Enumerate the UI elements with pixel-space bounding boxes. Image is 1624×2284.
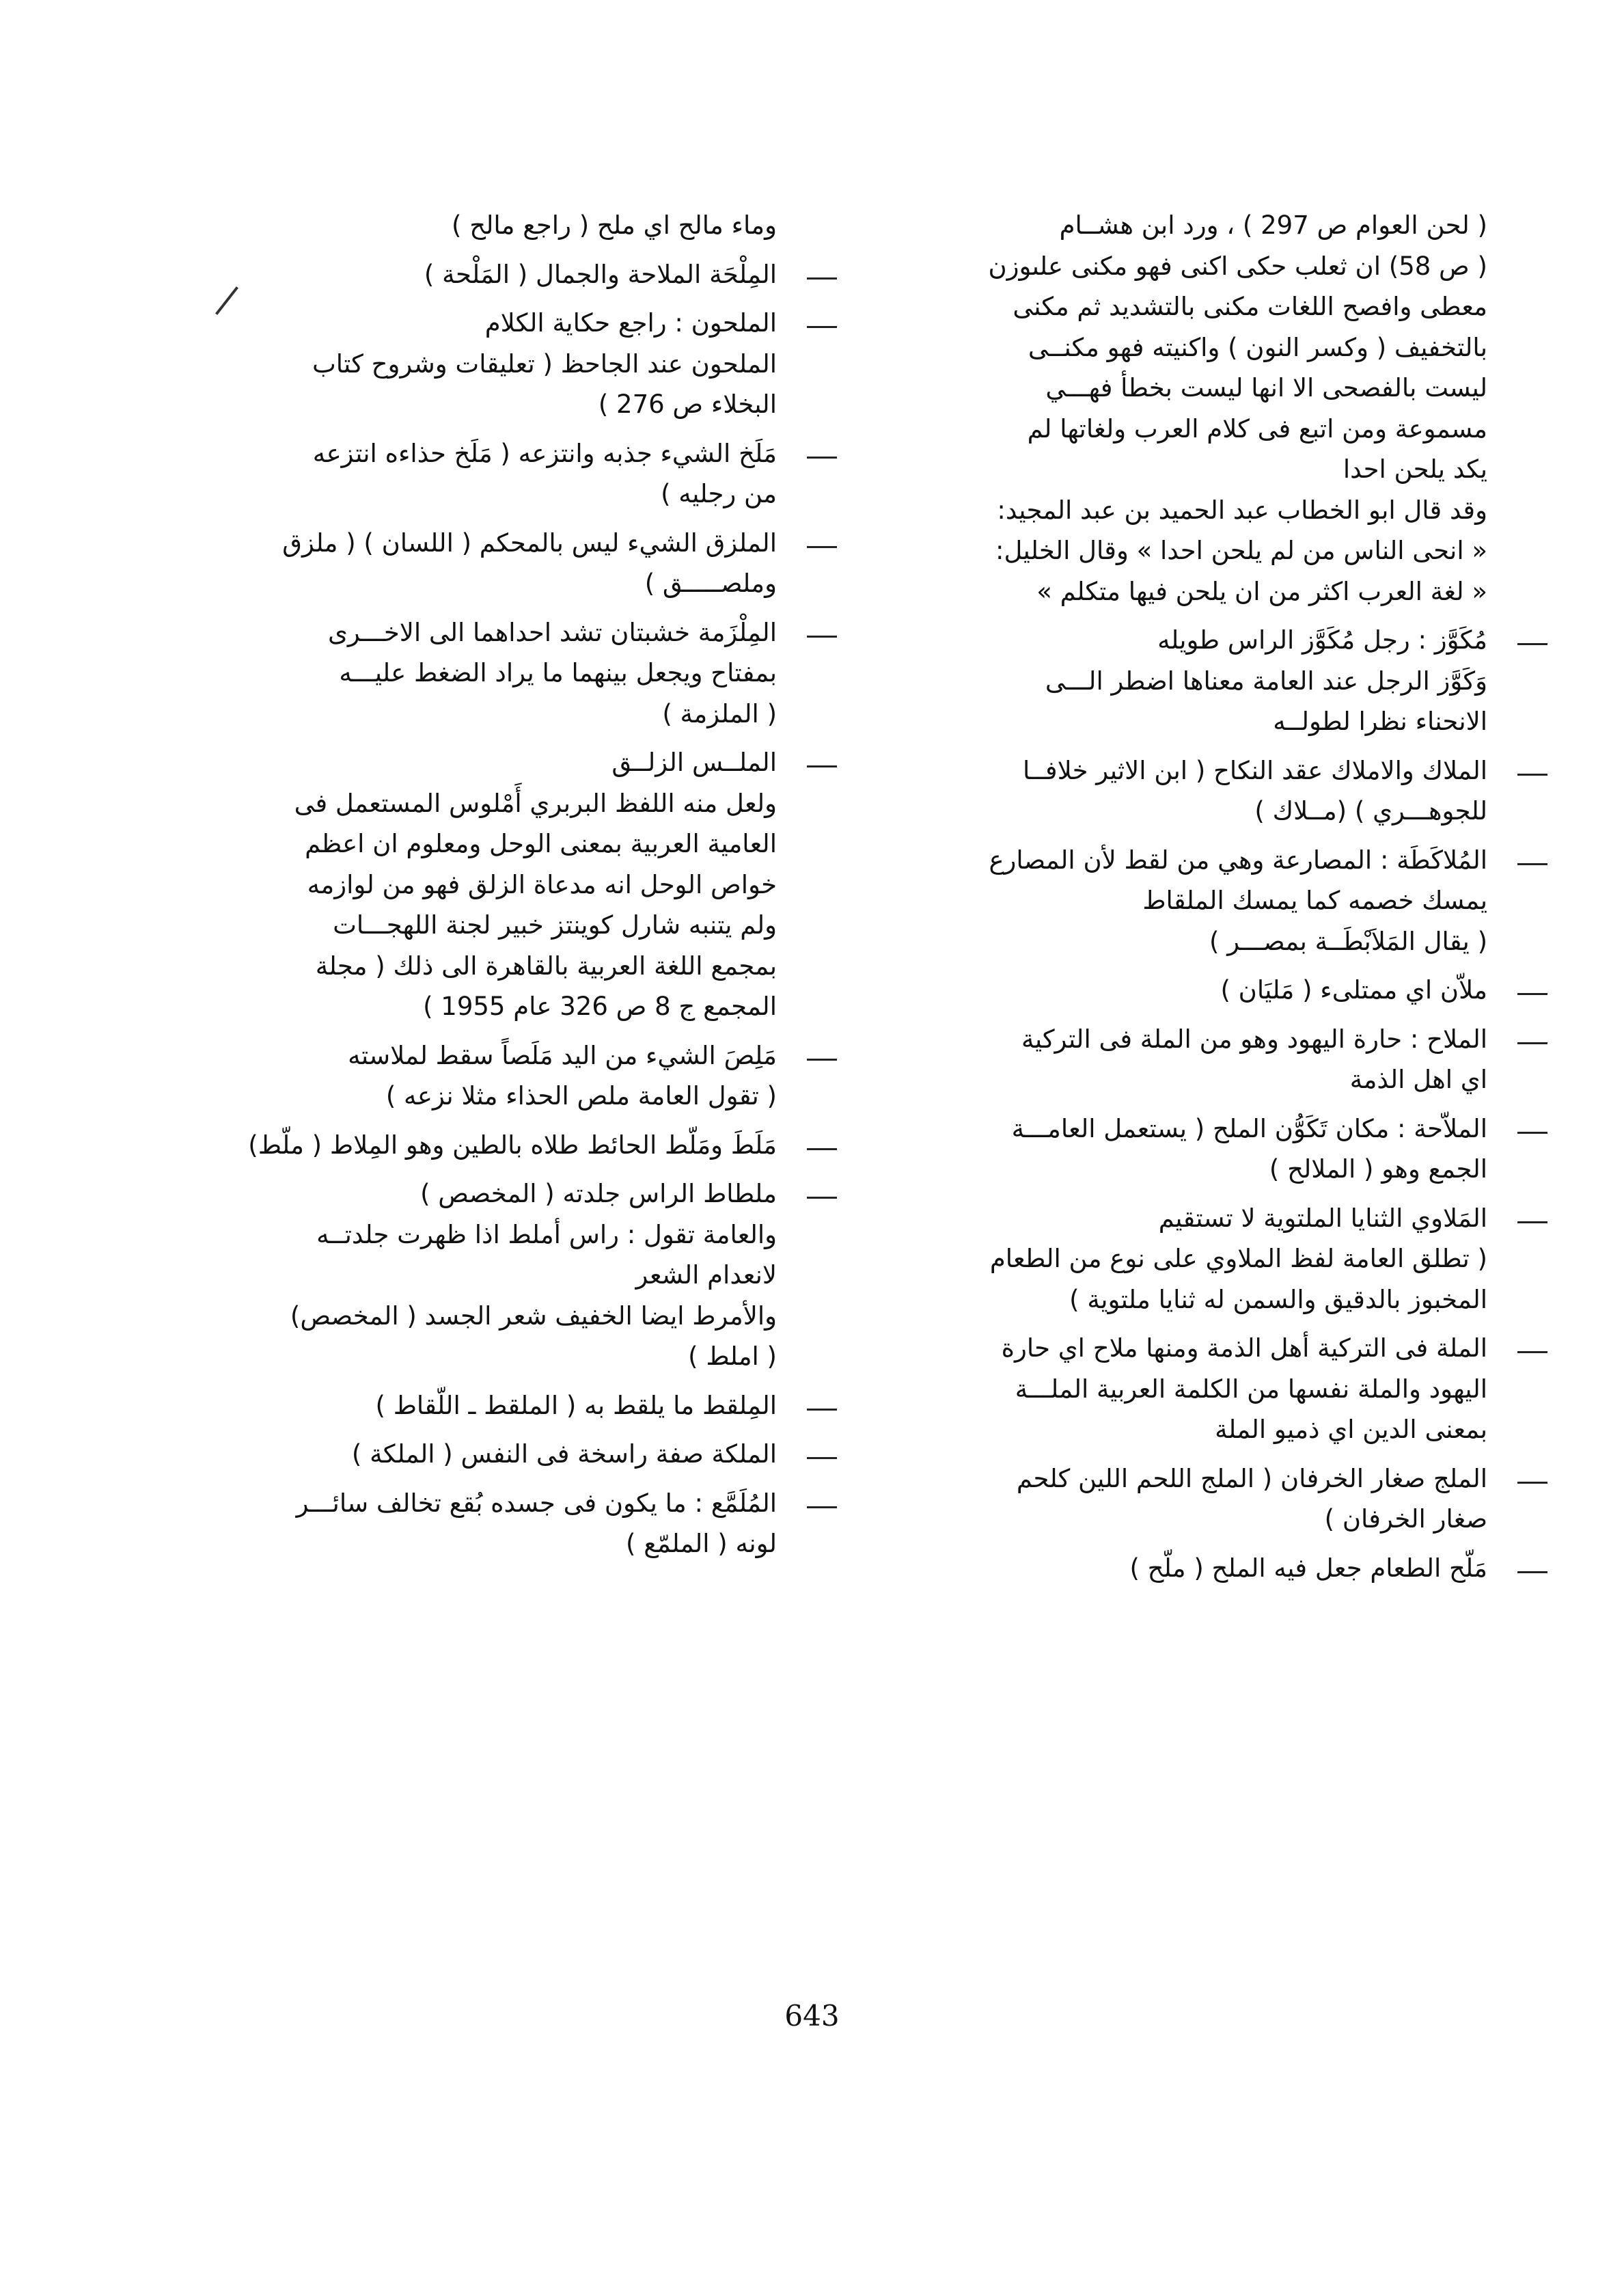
dictionary-entry-line: المِلْزَمة خشبتان تشد احداهما الى الاخـــرى [128, 612, 784, 653]
text-line: معطى وافصح اللغات مكنى بالتشديد ثم مكنى [1013, 292, 1487, 321]
text-line: ولعل منه اللفظ البربري أَمْلوس المستعمل فى [294, 788, 777, 818]
text-line: وماء مالح اي ملح ( راجع مالح ) [452, 210, 777, 240]
dictionary-entry-line: الملاح : حارة اليهود وهو من الملة فى التركية [838, 1019, 1494, 1060]
text-line: البخلاء ص 276 ) [598, 390, 777, 419]
dictionary-entry-line: مَلِصَ الشيء من اليد مَلَصاً سقط لملاسته [128, 1035, 784, 1076]
dictionary-entry-line: مُكَوَّز : رجل مُكَوَّز الراس طويله [838, 620, 1494, 661]
text-line: الانحناء نظرا لطولــه [1273, 707, 1487, 736]
dictionary-entry-line: المُلَمَّع : ما يكون فى جسده بُقع تخالف سائـــر [128, 1483, 784, 1524]
text-line: وملصـــــق ) [644, 569, 777, 598]
text-line: ( لحن العوام ص 297 ) ، ورد ابن هشــام [1059, 210, 1487, 240]
text-line: بالتخفيف ( وكسر النون ) واكنيته فهو مكنــى [1028, 332, 1487, 362]
text-line: المجمع ج 8 ص 326 عام 1955 ) [423, 992, 777, 1021]
text-line: يكد يلحن احدا [1343, 454, 1487, 484]
text-line: « لغة العرب اكثر من ان يلحن فيها متكلم » [1036, 576, 1487, 606]
text-line: للجوهـــري ) (مــلاك ) [1254, 796, 1487, 826]
text-line: يمسك خصمه كما يمسك الملقاط [1142, 886, 1487, 915]
dictionary-entry-line: الملة فى التركية أهل الذمة ومنها ملاح اي حارة [838, 1328, 1494, 1369]
dictionary-entry-line: الملــس الزلــق [128, 742, 784, 783]
text-line: « انحى الناس من لم يلحن احدا » وقال الخليل: [995, 536, 1487, 565]
dictionary-entry-line: الملج صغار الخرفان ( الملج اللحم اللين كلحم [838, 1458, 1494, 1499]
left-column [128, 205, 784, 1564]
text-line: ( يقال المَلاَبْطَــة بمصـــر ) [1209, 926, 1487, 956]
dictionary-entry-line: المُلاكَطَة : المصارعة وهي من لقط لأن المصارع [838, 840, 1494, 881]
text-line: وَكَوَّز الرجل عند العامة معناها اضطر الـــى [1045, 666, 1487, 696]
text-line: ولم يتنبه شارل كوينتز خبير لجنة اللهجـــات [333, 910, 777, 940]
dictionary-entry-line: ملطاط الراس جلدته ( المخصص ) [128, 1173, 784, 1214]
text-line: بمفتاح ويجعل بينهما ما يراد الضغط عليـــه [339, 658, 777, 688]
text-line: لونه ( الملمّع ) [626, 1529, 777, 1558]
dictionary-entry-line: مَلّح الطعام جعل فيه الملح ( ملّح ) [838, 1548, 1494, 1589]
text-line: لانعدام الشعر [635, 1260, 777, 1290]
text-line: والأمرط ايضا الخفيف شعر الجسد ( المخصص) [290, 1301, 777, 1331]
dictionary-entry-line: الملزق الشيء ليس بالمحكم ( اللسان ) ( ملزق [128, 523, 784, 564]
text-line: الجمع وهو ( الملالح ) [1269, 1154, 1487, 1184]
dictionary-entry-line: المِلقط ما يلقط به ( الملقط ـ اللّقاط ) [128, 1385, 784, 1426]
text-line: المخبوز بالدقيق والسمن له ثنايا ملتوية ) [1069, 1284, 1487, 1314]
text-line: بمعنى الدين اي ذميو الملة [1215, 1415, 1487, 1444]
dictionary-entry-line: الملكة صفة راسخة فى النفس ( الملكة ) [128, 1434, 784, 1475]
text-line: ( الملزمة ) [662, 698, 777, 729]
dictionary-entry-line: مَلَخ الشيء جذبه وانتزعه ( مَلَخ حذاءه انتزعه [128, 433, 784, 474]
text-line: ( ص 58) ان ثعلب حكى اكنى فهو مكنى علىوزن [988, 251, 1487, 281]
text-line: اي اهل الذمة [1349, 1065, 1487, 1094]
dictionary-entry-line: مَلَطَ ومَلّط الحائط طلاه بالطين وهو المِلاط ( ملّط) [128, 1125, 784, 1166]
text-line: ليست بالفصحى الا انها ليست بخطأ فهـــي [1045, 373, 1487, 403]
text-line: ( املط ) [688, 1342, 777, 1371]
dictionary-entry-line: الملحون : راجع حكاية الكلام [128, 303, 784, 344]
page-number: 643 [784, 1999, 840, 2033]
dictionary-entry-line: المِلْحَة الملاحة والجمال ( المَلْحة ) [128, 254, 784, 295]
dictionary-entry-line: ملاّن اي ممتلىء ( مَليَان ) [838, 970, 1494, 1011]
right-column [838, 205, 1494, 1588]
text-line: الملحون عند الجاحظ ( تعليقات وشروح كتاب [312, 349, 777, 379]
text-line: خواص الوحل انه مدعاة الزلق فهو من لوازمه [307, 869, 777, 899]
text-line: ( تقول العامة ملص الحذاء مثلا نزعه ) [385, 1081, 777, 1111]
dictionary-entry-line: الملاّحة : مكان تَكَوُّن الملح ( يستعمل العامـــة [838, 1109, 1494, 1150]
text-line: مسموعة ومن اتبع فى كلام العرب ولغاتها لم [1027, 413, 1487, 444]
text-line: اليهود والملة نفسها من الكلمة العربية الملـــة [1015, 1374, 1487, 1404]
text-line: بمجمع اللغة العربية بالقاهرة الى ذلك ( مجلة [315, 951, 777, 981]
text-line: صغار الخرفان ) [1324, 1504, 1487, 1534]
text-line: من رجليه ) [661, 479, 777, 508]
text-line: وقد قال ابو الخطاب عبد الحميد بن عبد المجيد: [997, 495, 1487, 525]
dictionary-entry-line: المَلاوي الثنايا الملتوية لا تستقيم [838, 1198, 1494, 1239]
text-line: ( تطلق العامة لفظ الملاوي على نوع من الطعام [989, 1244, 1487, 1273]
text-line: العامية العربية بمعنى الوحل ومعلوم ان اعظم [305, 829, 777, 858]
dictionary-entry-line: الملاك والاملاك عقد النكاح ( ابن الاثير خلافــا [838, 750, 1494, 791]
text-line: والعامة تقول : راس أملط اذا ظهرت جلدتــه [316, 1219, 777, 1249]
